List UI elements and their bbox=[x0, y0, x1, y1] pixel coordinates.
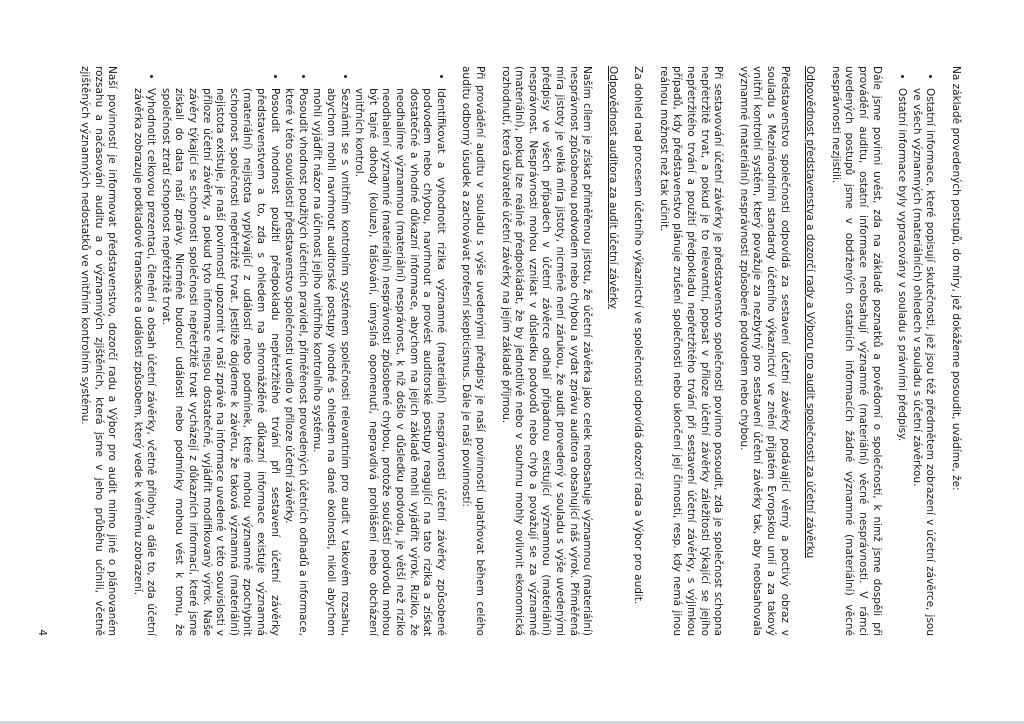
list-item: • Posoudit vhodnost použití předpokladu nepřetržitého trvání při sestavení účetní závěrky představenstvem a to, zda s ohledem na shromážděné důkazní informace existuje významná (materiální) nejistota vyplývající z událostí nebo podmínek, které mohou významně zpochybnit schopnost společnosti nepřetržitě trvat. Jestliže dojdeme k závěru, že taková významná (materiální) nejistota existuje, je naší povinností upozornit v naší zprávě na informace uvedené v této souvislosti v příloze účetní závěrky, a pokud tyto informace nejsou dostatečné, vyjádřit modifikovaný výrok. Naše závěry týkající se schopnosti společnosti nepřetržitě trvat vycházejí z důkazních informací, které jsme získali do data naší zprávy. Nicméně budoucí události nebo podmínky mohou vést k tomu, že společnost ztratí schopnost nepřetržitě trvat. bbox=[158, 88, 280, 636]
final-paragraph: Naší povinností je informovat představenstvo, dozorčí radu a Výbor pro audit mimo jiné o plánovaném rozsahu a načasování auditu a o významných zjištěních, která jsme v jeho průběhu učinili, včetně zjištěných významných nedostatků ve vnitřním kontrolním systému. bbox=[78, 66, 119, 636]
board-paragraph-3: Za dohled nad procesem účetního výkaznictví ve společnosti odpovídá dozorčí rada a Výbor pro audit. bbox=[632, 66, 645, 605]
intro-bullet-list bbox=[895, 66, 937, 636]
auditor-paragraph-1: Naším cílem je získat přiměřenou jistotu, že účetní závěrka jako celek neobsahuje významnou (materiální) nesprávnost způsobenou podvodem nebo chybou a vydat zprávu auditora obsahující náš výrok. Přiměřená míra jistoty je velká míra jistoty, nicméně není zárukou, že audit provedený v souladu s výše uvedenými předpisy ve všech případech v účetní závěrce odhalí případnou existující významnou (materiální) nesprávnost. Nesprávnosti mohou vznikat v důsledku podvodů nebo chyb a považují se za významné (materiální), pokud lze reálně předpokládat, že by jednotlivě nebo v souhrnu mohly ovlivnit ekonomická rozhodnutí, která uživatelé účetní závěrky na jejím základě přijmou. bbox=[499, 66, 594, 636]
duty-paragraph: Dále jsme povinni uvést, zda na základě poznatků a povědomí o společnosti, k nimž jsme dospěli při provádění auditu, ostatní informace neobsahují významné (materiální) věcné nesprávnosti. V rámci uvedených postupů jsme v obdržených ostatních informacích žádné významné (materiální) věcné nesprávnosti nezjistili. bbox=[829, 66, 883, 636]
list-item: • Seznámit se s vnitřním kontrolním systémem společnosti relevantním pro audit v takovém rozsahu, abychom mohli navrhnout auditorské postupy vhodné s ohledem na dané okolnosti, nikoli abychom mohli vyjádřit názor na účinnost jejího vnitřního kontrolního systému. bbox=[310, 88, 351, 636]
list-item: • Vyhodnotit celkovou prezentaci, členění a obsah účetní závěrky, včetně přílohy, a dále to, zda účetní závěrka zobrazuje podkladové transakce a události způsobem, který vede k věrnému zobrazení. bbox=[130, 88, 157, 636]
board-paragraph-2: Při sestavování účetní závěrky je představenstvo společnosti povinno posoudit, zda je společnost schopna nepřetržitě trvat, a pokud je to relevantní, popsat v příloze účetní závěrky záležitosti týkající se jejího nepřetržitého trvání a použití předpokladu nepřetržitého trvání při sestavení účetní závěrky, s výjimkou případů, kdy představenstvo plánuje zrušení společnosti nebo ukončení její činnosti, resp. kdy nemá jinou reálnou možnost než tak učinit. bbox=[657, 66, 725, 636]
list-item: • Posoudit vhodnost použitých účetních pravidel, přiměřenost provedených účetních odhadů a informace, které v této souvislosti představenstvo společnosti uvedlo v příloze účetní závěrky. bbox=[282, 88, 309, 636]
list-item: • Ostatní informace, které popisují skutečnosti, jež jsou též předmětem zobrazení v účetní závěrce, jsou ve všech významných (materiálních) ohledech v souladu s účetní závěrkou. bbox=[909, 88, 936, 636]
page-number: 4 bbox=[35, 629, 48, 636]
auditor-bullet-list bbox=[130, 66, 447, 636]
section-heading-auditor: Odpovědnost auditora za audit účetní závěrky bbox=[606, 66, 619, 309]
auditor-paragraph-2: Při provádění auditu v souladu s výše uvedenými předpisy je naší povinností uplatňovat během celého auditu odborný úsudek a zachovávat profesní skepticismus. Dále je naší povinností: bbox=[460, 66, 486, 636]
list-item: • Ostatní informace byly vypracovány v souladu s právními předpisy. bbox=[895, 88, 909, 636]
board-paragraph-1: Představenstvo společnosti odpovídá za sestavení účetní závěrky podávající věrný a poctivý obraz v souladu s Mezinárodními standardy účetního výkaznictví ve znění přijatém Evropskou unií a za takový vnitřní kontrolní systém, který považuje za nezbytný pro sestavení účetní závěrky tak, aby neobsahovala významné (materiální) nesprávnosti způsobené podvodem nebo chybou. bbox=[737, 66, 791, 636]
list-item: • Identifikovat a vyhodnotit rizika významné (materiální) nesprávnosti účetní závěrky způsobené podvodem nebo chybou, navrhnout a provést auditorské postupy reagující na tato rizika a získat dostatečné a vhodné důkazní informace, abychom na jejich základě mohli vyjádřit výrok. Riziko, že neodhalíme významnou (materiální) nesprávnost, k níž došlo v důsledku podvodu, je větší než riziko neodhalení významné (materiální) nesprávnosti způsobené chybou, protože součástí podvodu mohou být tajné dohody (koluze), falšování, úmyslná opomenutí, nepravdivá prohlášení nebo obcházení vnitřních kontrol. bbox=[352, 88, 447, 636]
section-heading-board: Odpovědnost představenstva a dozorčí rady a Výboru pro audit společnosti za účetní závěrku bbox=[804, 66, 817, 559]
intro-paragraph: Na základě provedených postupů, do míry, jež dokážeme posoudit, uvádíme, že: bbox=[950, 66, 962, 491]
